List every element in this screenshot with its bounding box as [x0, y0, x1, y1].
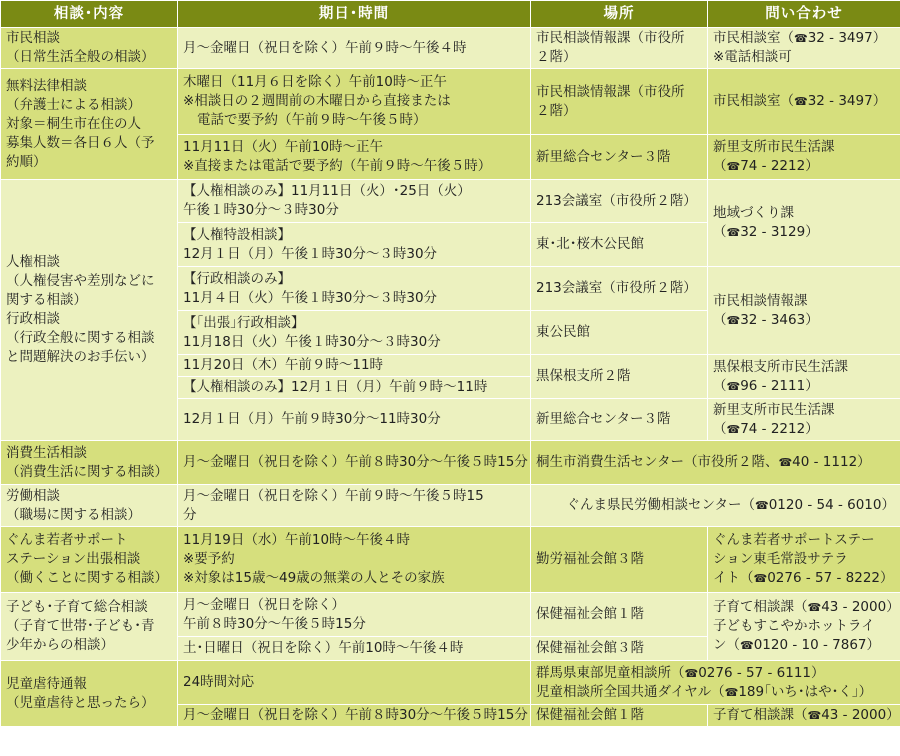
header-row [1, 1, 900, 28]
place-cell: 新里総合センター３階 [531, 399, 708, 441]
place-cell: 市民相談情報課（市役所 ２階） [531, 69, 708, 135]
datetime-cell: 木曜日（11月６日を除く）午前10時～正午 ※相談日の２週間前の木曜日から直接または 電話で要予約（午前９時～午後５時） [178, 69, 531, 135]
phone-icon: ☎ [807, 709, 822, 722]
place-cell: 勤労福祉会館３階 [531, 527, 708, 593]
place-cell: 保健福祉会館３階 [531, 637, 708, 661]
datetime-cell: 【行政相談のみ】 11月４日（火）午後１時30分～３時30分 [178, 267, 531, 311]
header-place: 場所 [531, 1, 708, 28]
category-cell: 人権相談 （人権侵害や差別などに 関する相談） 行政相談 （行政全般に関する相談 と問題解決のお手伝い） [1, 180, 178, 441]
row-shohi [1, 441, 900, 485]
place-contact-cell: ぐんま県民労働相談センター（☎0120 - 54 - 6010） [531, 485, 900, 527]
phone-icon: ☎ [726, 313, 741, 327]
place-cell: 東公民館 [531, 311, 708, 355]
phone-icon: ☎ [726, 379, 741, 393]
header-category: 相談･内容 [1, 1, 178, 28]
datetime-cell: 【人権特設相談】 12月１日（月）午後１時30分～３時30分 [178, 223, 531, 267]
contact-cell: 地域づくり課 （☎32 - 3129） [708, 180, 900, 267]
category-cell: 子ども･子育て総合相談 （子育て世帯･子ども･青 少年からの相談） [1, 593, 178, 661]
datetime-cell: 月～金曜日（祝日を除く）午前８時30分～午後５時15分 [178, 705, 531, 727]
row-kodomo-a [1, 593, 900, 637]
datetime-cell: 月～金曜日（祝日を除く）午前９時～午後５時15 分 [178, 485, 531, 527]
contact-cell: 子育て相談課（☎43 - 2000） 子どもすこやかホットライ ン（☎0120 - 10 - 7867） [708, 593, 900, 661]
row-gyakutai-a [1, 661, 900, 705]
phone-icon: ☎ [754, 499, 769, 512]
datetime-cell: 土･日曜日（祝日を除く）午前10時～午後４時 [178, 637, 531, 661]
category-cell: 労働相談 （職場に関する相談） [1, 485, 178, 527]
datetime-cell: 11月19日（水）午前10時～午後４時 ※要予約 ※対象は15歳～49歳の無業の人とその家族 [178, 527, 531, 593]
row-wakamono [1, 527, 900, 593]
contact-cell: 子育て相談課（☎43 - 2000） [708, 705, 900, 727]
place-cell: 市民相談情報課（市役所 ２階） [531, 28, 708, 69]
phone-icon: ☎ [726, 422, 741, 436]
phone-icon: ☎ [726, 160, 741, 173]
datetime-cell: 月～金曜日（祝日を除く） 午前８時30分～午後５時15分 [178, 593, 531, 637]
phone-icon: ☎ [794, 95, 808, 108]
phone-icon: ☎ [740, 639, 754, 652]
place-cell: 東･北･桜木公民館 [531, 223, 708, 267]
contact-cell: 市民相談室（☎32 - 3497） [708, 69, 900, 135]
place-contact-cell: 桐生市消費生活センター（市役所２階、☎40 - 1112） [531, 441, 900, 485]
place-cell: 新里総合センター３階 [531, 135, 708, 180]
contact-cell: 市民相談情報課 （☎32 - 3463） [708, 267, 900, 355]
row-jinken-1 [1, 180, 900, 223]
phone-icon: ☎ [778, 456, 793, 469]
datetime-cell: 12月１日（月）午前９時30分～11時30分 [178, 399, 531, 441]
contact-cell: ぐんま若者サポートステー ション東毛常設サテラ イト（☎0276 - 57 - 8222） [708, 527, 900, 593]
datetime-cell: 24時間対応 [178, 661, 531, 705]
place-cell: 213会議室（市役所２階） [531, 180, 708, 223]
place-contact-cell: 群馬県東部児童相談所（☎0276 - 57 - 6111） 児童相談所全国共通ダイヤル（☎189｢いち･はや･く｣） [531, 661, 900, 705]
datetime-cell: 月～金曜日（祝日を除く）午前８時30分～午後５時15分 [178, 441, 531, 485]
phone-icon: ☎ [684, 666, 699, 680]
datetime-cell: 【人権相談のみ】12月１日（月）午前９時～11時 [178, 377, 531, 399]
place-cell: 213会議室（市役所２階） [531, 267, 708, 311]
category-cell: 市民相談 （日常生活全般の相談） [1, 28, 178, 69]
category-cell: 児童虐待通報 （児童虐待と思ったら） [1, 661, 178, 727]
datetime-cell: 月～金曜日（祝日を除く）午前９時～午後４時 [178, 28, 531, 69]
datetime-cell: 【｢出張｣行政相談】 11月18日（火）午後１時30分～３時30分 [178, 311, 531, 355]
row-rodo [1, 485, 900, 527]
phone-icon: ☎ [726, 226, 741, 239]
row-shimin [1, 28, 900, 69]
header-datetime: 期日･時間 [178, 1, 531, 28]
place-cell: 黒保根支所２階 [531, 355, 708, 399]
datetime-cell: 11月20日（木）午前９時～11時 [178, 355, 531, 377]
header-contact: 問い合わせ [708, 1, 900, 28]
contact-cell: 黒保根支所市民生活課 （☎96 - 2111） [708, 355, 900, 399]
category-cell: 消費生活相談 （消費生活に関する相談） [1, 441, 178, 485]
category-cell: 無料法律相談 （弁護士による相談） 対象＝桐生市在住の人 募集人数＝各日６人（予 約順） [1, 69, 178, 180]
phone-icon: ☎ [724, 685, 739, 699]
place-cell: 保健福祉会館１階 [531, 705, 708, 727]
contact-cell: 市民相談室（☎32 - 3497） ※電話相談可 [708, 28, 900, 69]
category-cell: ぐんま若者サポート ステーション出張相談 （働くことに関する相談） [1, 527, 178, 593]
contact-cell: 新里支所市民生活課 （☎74 - 2212） [708, 135, 900, 180]
phone-icon: ☎ [794, 32, 808, 45]
datetime-cell: 【人権相談のみ】11月11日（火）･25日（火） 午後１時30分～３時30分 [178, 180, 531, 223]
place-cell: 保健福祉会館１階 [531, 593, 708, 637]
phone-icon: ☎ [807, 601, 822, 614]
datetime-cell: 11月11日（火）午前10時～正午 ※直接または電話で要予約（午前９時～午後５時） [178, 135, 531, 180]
contact-cell: 新里支所市民生活課 （☎74 - 2212） [708, 399, 900, 441]
phone-icon: ☎ [753, 572, 768, 585]
row-houritsu-a [1, 69, 900, 135]
